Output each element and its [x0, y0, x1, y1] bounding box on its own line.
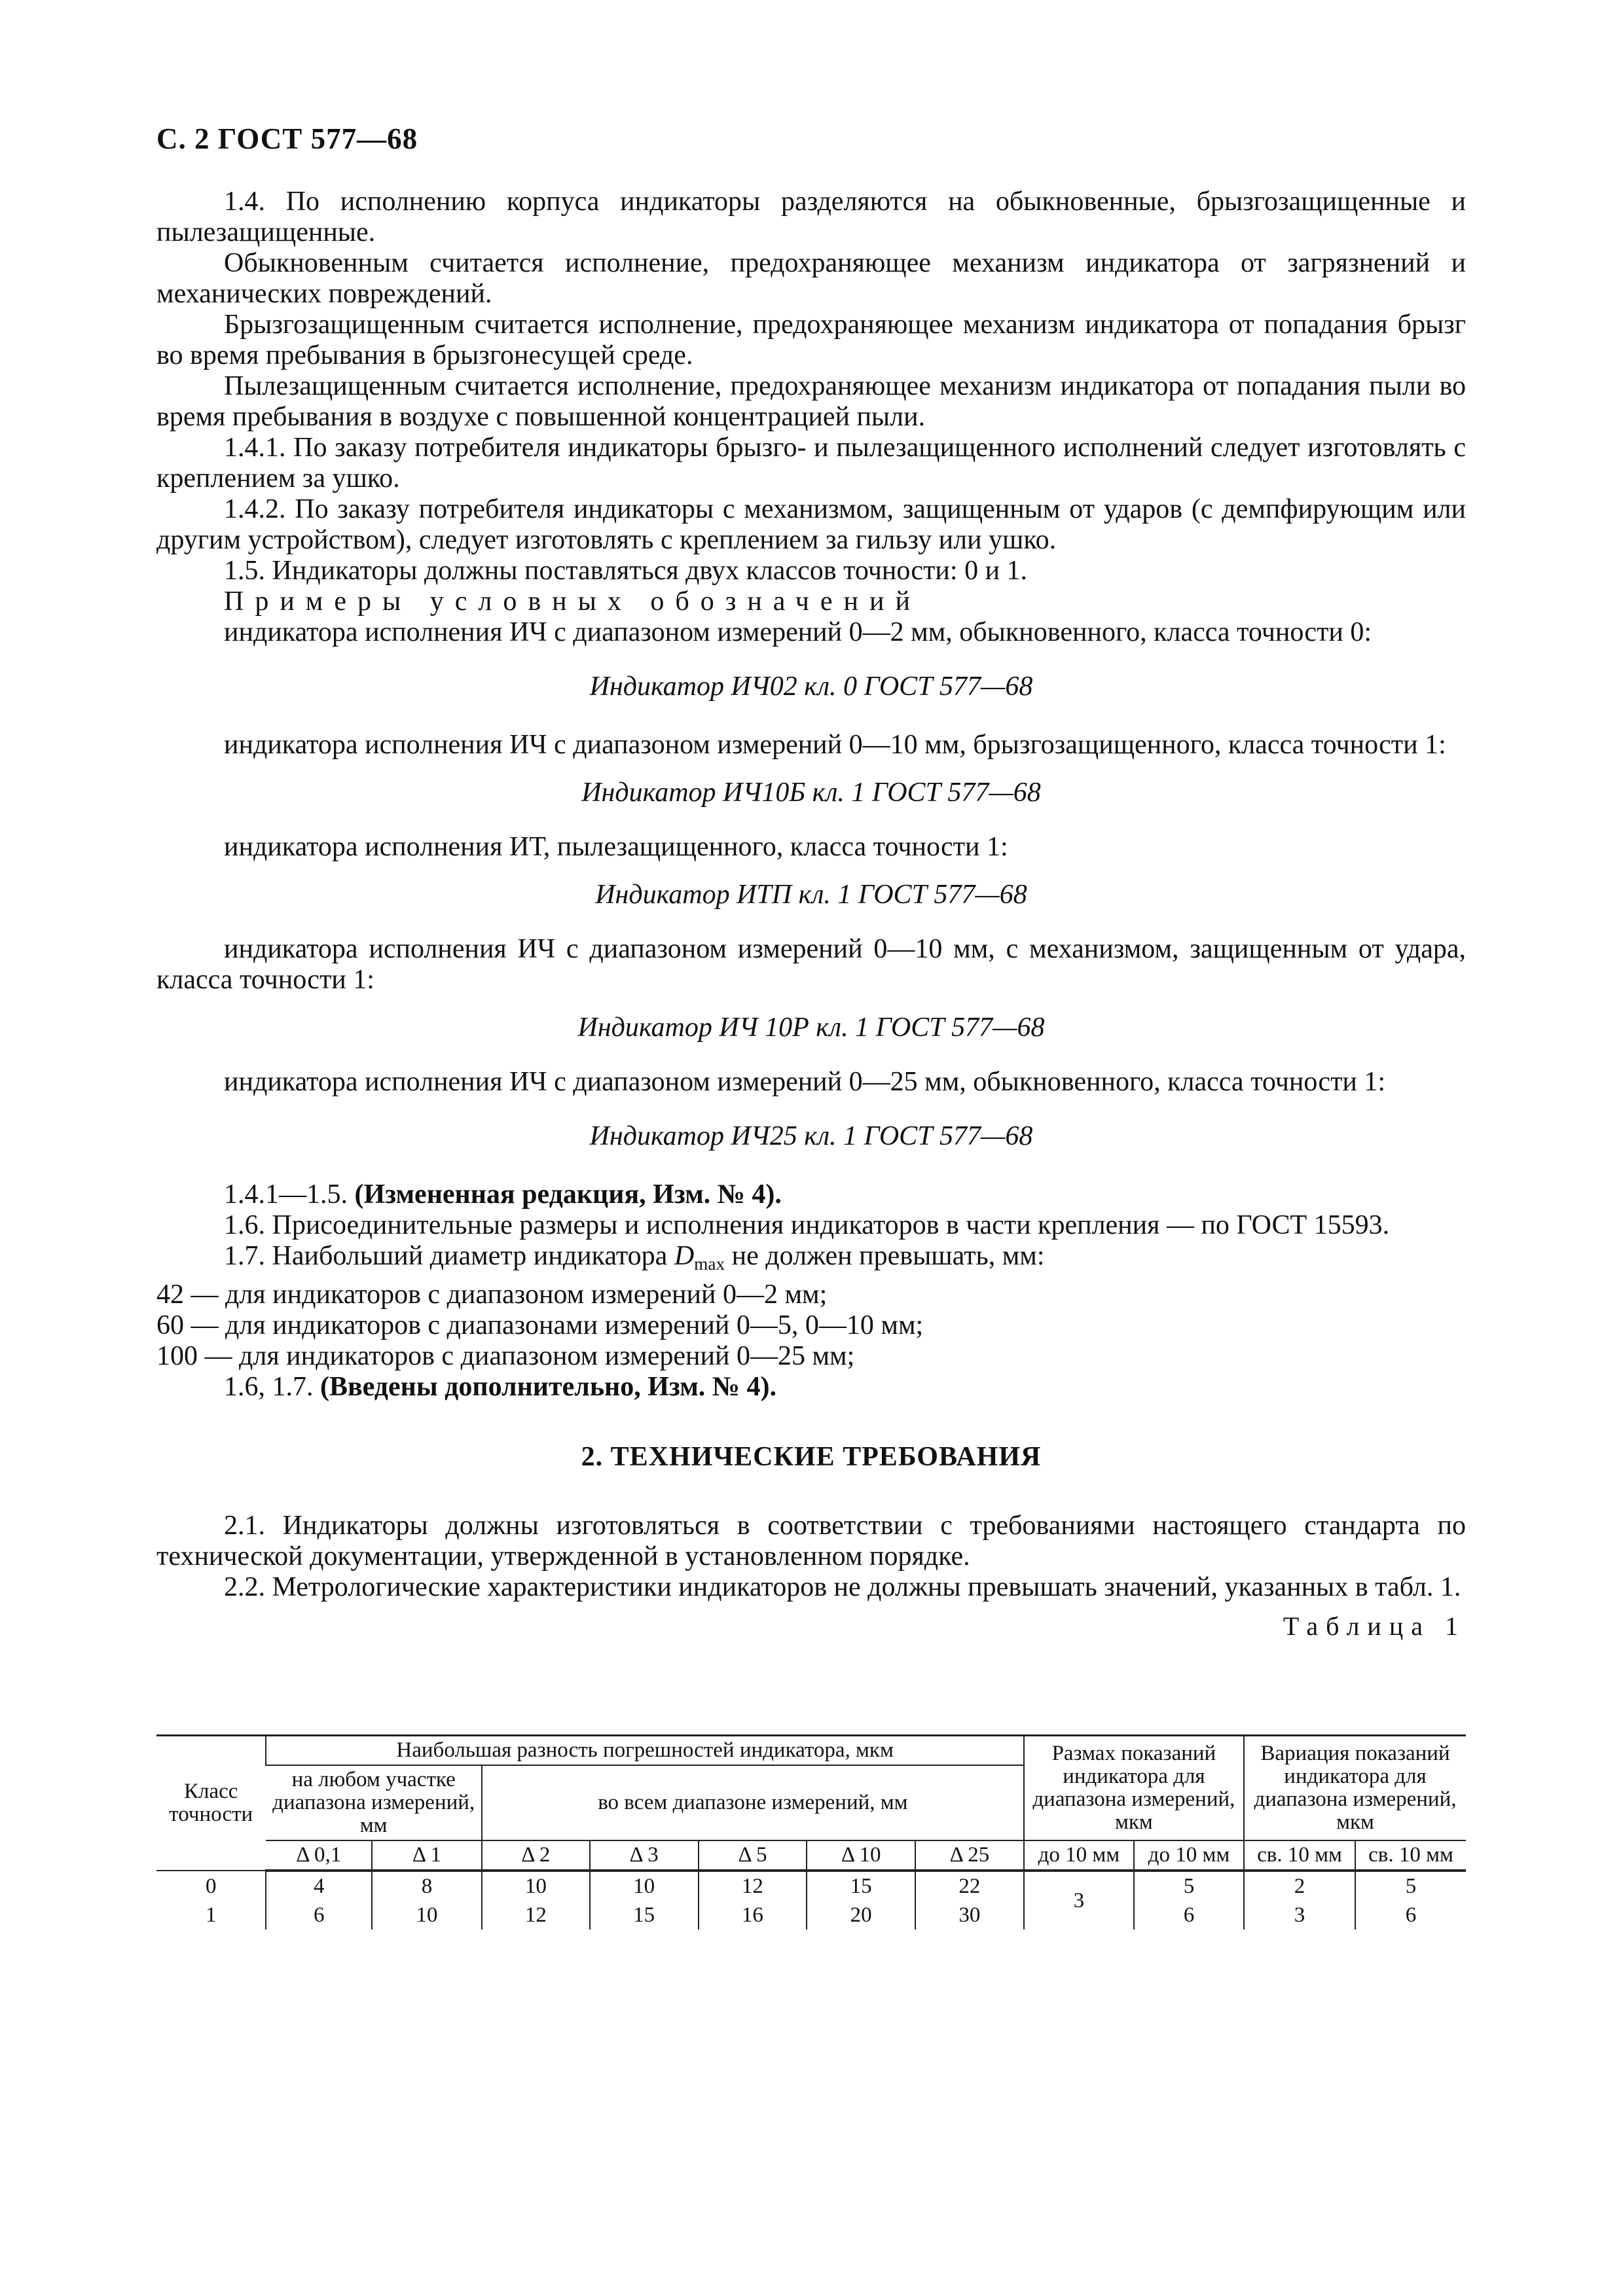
- dmax-symbol: D: [674, 1241, 695, 1271]
- paragraph-dust-proof: Пылезащищенным считается исполнение, предохраняющее механизм индикатора от попадания пыли во время пребывания в воздухе с повышенной концентрацией пыли.: [156, 371, 1466, 432]
- table-cell: 3: [1024, 1871, 1134, 1929]
- sub-header: св. 10 мм: [1244, 1840, 1355, 1871]
- table-caption: Таблица 1: [1283, 1611, 1466, 1641]
- amendment-note-1-6-1-7: [156, 1372, 1466, 1403]
- paragraph-1-4-2: 1.4.2. По заказу потребителя индикаторы с механизмом, защищенным от ударов (с демпфирующим или другим устройством), следует изготовлять с креплением за гильзу или ушко.: [156, 494, 1466, 555]
- note-prefix: 1.6, 1.7.: [224, 1372, 320, 1403]
- table-cell: 6: [266, 1901, 372, 1929]
- cell-class: 0: [205, 1874, 217, 1898]
- section-2-title: 2. ТЕХНИЧЕСКИЕ ТРЕБОВАНИЯ: [581, 1442, 1042, 1473]
- paragraph-1-6: 1.6. Присоединительные размеры и исполнения индикаторов в части крепления — по ГОСТ 15593.: [224, 1210, 1390, 1240]
- p17-after: не должен превышать, мм:: [725, 1241, 1045, 1271]
- document-body: [156, 187, 1466, 1641]
- p17-before: 1.7. Наибольший диаметр индикатора: [224, 1241, 674, 1271]
- paragraph-ordinary: Обыкновенным считается исполнение, предохраняющее механизм индикатора от загрязнений и механических повреждений.: [156, 248, 1466, 309]
- sub-header: Δ 3: [590, 1840, 699, 1871]
- note-prefix: 1.4.1—1.5.: [224, 1179, 355, 1210]
- paragraph-splash-proof: Брызгозащищенным считается исполнение, предохраняющее механизм индикатора от попадания брызг во время пребывания в брызгонесущей среде.: [156, 310, 1466, 370]
- sub-header: до 10 мм: [1134, 1840, 1244, 1871]
- table-cell: 6: [1355, 1901, 1466, 1929]
- table-cell: 16: [699, 1901, 807, 1929]
- sub-header: св. 10 мм: [1355, 1840, 1466, 1871]
- dmax-subscript: max: [694, 1254, 725, 1274]
- paragraph-1-7: [156, 1241, 1466, 1280]
- table-cell: 12: [699, 1871, 807, 1901]
- table-cell: 5: [1355, 1871, 1466, 1901]
- sub-header: Δ 10: [807, 1840, 915, 1871]
- sub-header: Δ 1: [372, 1840, 482, 1871]
- table-cell: 10: [372, 1901, 482, 1929]
- example-text: индикатора исполнения ИЧ с диапазоном измерений 0—25 мм, обыкновенного, класса точности 1:: [224, 1067, 1386, 1097]
- amendment-note-1-4-1-5: [156, 1179, 1466, 1210]
- sub-header: Δ 0,1: [266, 1840, 372, 1871]
- table-cell: 30: [915, 1901, 1024, 1929]
- cell-class: 1: [205, 1903, 217, 1927]
- table-cell: 15: [590, 1901, 699, 1929]
- paragraph-1-4-1: 1.4.1. По заказу потребителя индикаторы брызго- и пылезащищенного исполнений следует изготовлять с креплением за ушко.: [156, 433, 1466, 493]
- sub-header: до 10 мм: [1024, 1840, 1134, 1871]
- table-cell: 10: [482, 1871, 590, 1901]
- example-text: индикатора исполнения ИЧ с диапазоном измерений 0—2 мм, обыкновенного, класса точности 0:: [224, 617, 1372, 647]
- example-designation: Индикатор ИЧ10Б кл. 1 ГОСТ 577—68: [581, 778, 1041, 808]
- diameter-item: 60 — для индикаторов с диапазонами измерений 0—5, 0—10 мм;: [156, 1310, 924, 1341]
- table-1: [156, 1734, 1466, 1929]
- example-designation: Индикатор ИЧ25 кл. 1 ГОСТ 577—68: [589, 1121, 1033, 1151]
- table-cell: 2: [1244, 1871, 1355, 1901]
- table-cell: 8: [372, 1871, 482, 1901]
- note-bold: (Измененная редакция, Изм. № 4).: [354, 1179, 782, 1210]
- paragraph-2-1: 2.1. Индикаторы должны изготовляться в соответствии с требованиями настоящего стандарта по технической документации, утвержденной в установленном порядке.: [156, 1511, 1466, 1572]
- example-text: индикатора исполнения ИТ, пылезащищенного, класса точности 1:: [224, 832, 1008, 862]
- header-max-difference: Наибольшая разность погрешностей индикатора, мкм: [266, 1736, 1023, 1766]
- example-designation: Индикатор ИЧ 10Р кл. 1 ГОСТ 577—68: [577, 1013, 1045, 1043]
- header-class: Класс точности: [156, 1736, 266, 1871]
- header-range-span: Размах показаний индикатора для диапазона измерений, мкм: [1024, 1736, 1244, 1841]
- table-cell: 3: [1244, 1901, 1355, 1929]
- diameter-item: 42 — для индикаторов с диапазоном измерений 0—2 мм;: [156, 1280, 828, 1310]
- paragraph-1-4: 1.4. По исполнению корпуса индикаторы разделяются на обыкновенные, брызгозащищенные и пылезащищенные.: [156, 187, 1466, 247]
- table-row: [156, 1871, 1466, 1901]
- example-designation: Индикатор ИТП кл. 1 ГОСТ 577—68: [595, 880, 1027, 910]
- page-header: С. 2 ГОСТ 577—68: [156, 122, 418, 155]
- table-cell: 6: [1134, 1901, 1244, 1929]
- table-cell: 20: [807, 1901, 915, 1929]
- header-any-section: на любом участке диапазона измерений, мм: [266, 1765, 481, 1840]
- diameter-item: 100 — для индикаторов с диапазоном измерений 0—25 мм;: [156, 1341, 855, 1372]
- table-cell: 10: [590, 1871, 699, 1901]
- header-variation: Вариация показаний индикатора для диапазона измерений, мкм: [1244, 1736, 1466, 1841]
- note-bold: (Введены дополнительно, Изм. № 4).: [320, 1372, 776, 1403]
- example-text: индикатора исполнения ИЧ с диапазоном измерений 0—10 мм, с механизмом, защищенным от удара, класса точности 1:: [156, 934, 1466, 995]
- paragraph-2-2: 2.2. Метрологические характеристики индикаторов не должны превышать значений, указанных в табл. 1.: [224, 1572, 1461, 1603]
- header-whole-range: во всем диапазоне измерений, мм: [482, 1765, 1024, 1840]
- table-cell: 15: [807, 1871, 915, 1901]
- table-cell: 5: [1134, 1871, 1244, 1901]
- example-text: индикатора исполнения ИЧ с диапазоном измерений 0—10 мм, брызгозащищенного, класса точности 1:: [224, 730, 1446, 760]
- table-cell: 12: [482, 1901, 590, 1929]
- sub-header: Δ 25: [915, 1840, 1024, 1871]
- sub-header: Δ 2: [482, 1840, 590, 1871]
- table-row: [156, 1901, 1466, 1929]
- sub-header: Δ 5: [699, 1840, 807, 1871]
- example-designation: Индикатор ИЧ02 кл. 0 ГОСТ 577—68: [589, 672, 1033, 702]
- table-cell: 22: [915, 1871, 1024, 1901]
- table-cell: 4: [266, 1871, 372, 1901]
- paragraph-1-5: 1.5. Индикаторы должны поставляться двух классов точности: 0 и 1.: [224, 556, 1028, 586]
- examples-heading: Примеры условных обозначений: [224, 586, 921, 617]
